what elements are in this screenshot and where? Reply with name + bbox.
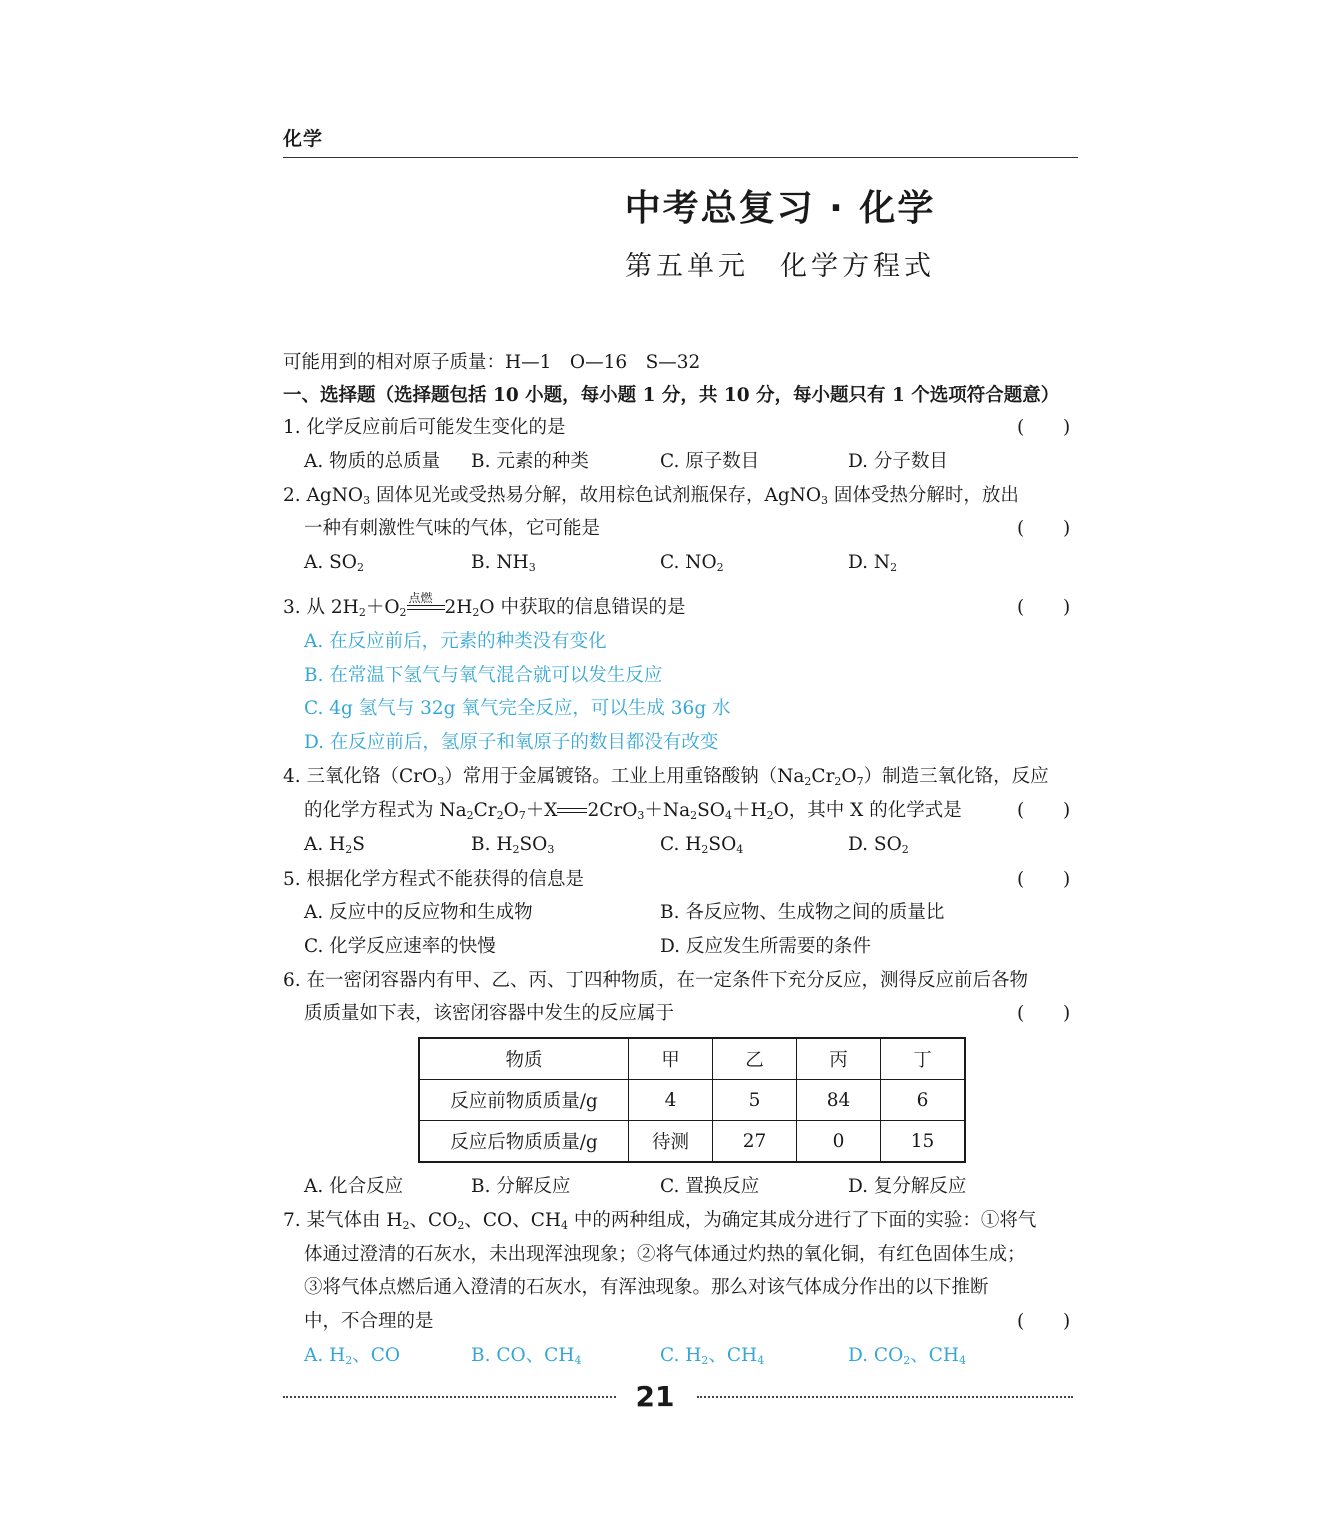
table-cell: 反应前物质质量/g (419, 1080, 629, 1121)
q6-option-c: C. 置换反应 (660, 1176, 760, 1197)
q6-option-d: D. 复分解反应 (848, 1176, 967, 1197)
q7-option-a: A. $H_2$、CO (304, 1345, 401, 1367)
q1-stem: 1. 化学反应前后可能发生变化的是 (283, 417, 566, 438)
q3-option-b: B. 在常温下氢气与氧气混合就可以发生反应 (304, 665, 663, 686)
q1-option-c: C. 原子数目 (660, 451, 760, 472)
table-header-cell: 物质 (419, 1038, 629, 1080)
q2-option-c: C. $NO_2$ (660, 552, 724, 574)
q7-answer-bracket: ( ) (1017, 1311, 1071, 1332)
footer-dotted-rule-left (283, 1396, 616, 1398)
atomic-mass-note: 可能用到的相对原子质量：H—1 O—16 S—32 (283, 352, 701, 373)
subject-label: 化学 (283, 128, 324, 150)
q7-stem-line3: ③将气体点燃后通入澄清的石灰水，有浑浊现象。那么对该气体成分作出的以下推断 (304, 1277, 989, 1298)
q4-stem-line2: 的化学方程式为 $Na_2Cr_2O_7+X$ $2CrO_3+Na_2SO_4+H_2O$，其中 X 的化学式是 (304, 800, 962, 822)
q6-stem-line2: 质质量如下表，该密闭容器中发生的反应属于 (304, 1003, 675, 1024)
table-cell: 84 (797, 1080, 881, 1121)
q7-option-d: D. $CO_2$、$CH_4$ (848, 1345, 967, 1367)
table-row (419, 1121, 965, 1163)
q2-option-d: D. $N_2$ (848, 552, 898, 574)
main-title: 中考总复习 · 化学 (624, 188, 936, 229)
q7-stem-line1: 7. 某气体由 $H_2$、$CO_2$、CO、$CH_4$ 中的两种组成，为确定其成分进行了下面的实验：①将气 (283, 1210, 1037, 1232)
q2-option-a: A. $SO_2$ (304, 552, 364, 574)
q4-option-b: B. $H_2SO_3$ (471, 834, 555, 856)
table-cell: 0 (797, 1121, 881, 1163)
reaction-equals-sign (557, 806, 587, 816)
q6-option-b: B. 分解反应 (471, 1176, 571, 1197)
q1-option-b: B. 元素的种类 (471, 451, 589, 472)
q5-option-b: B. 各反应物、生成物之间的质量比 (660, 902, 945, 923)
q4-answer-bracket: ( ) (1017, 800, 1071, 821)
q2-stem-line2: 一种有刺激性气味的气体，它可能是 (304, 518, 601, 539)
q5-option-c: C. 化学反应速率的快慢 (304, 936, 496, 957)
table-cell: 5 (713, 1080, 797, 1121)
table-header-cell: 乙 (713, 1038, 797, 1080)
q2-answer-bracket: ( ) (1017, 518, 1071, 539)
section-title: 一、选择题（选择题包括 10 小题，每小题 1 分，共 10 分，每小题只有 1 个选项符合题意） (283, 385, 1060, 406)
q7-option-b: B. CO、$CH_4$ (471, 1345, 582, 1367)
reaction-equals-sign: 点燃 (407, 603, 445, 613)
q7-option-c: C. $H_2$、$CH_4$ (660, 1345, 765, 1367)
table-cell: 15 (881, 1121, 966, 1163)
unit-title: 第五单元 化学方程式 (625, 251, 935, 282)
table-cell: 27 (713, 1121, 797, 1163)
q6-option-a: A. 化合反应 (304, 1176, 404, 1197)
q2-option-b: B. $NH_3$ (471, 552, 536, 574)
q1-option-d: D. 分子数目 (848, 451, 948, 472)
header-rule (283, 157, 1078, 158)
q1-option-a: A. 物质的总质量 (304, 451, 441, 472)
q3-option-d: D. 在反应前后，氢原子和氧原子的数目都没有改变 (304, 732, 719, 753)
page-number: 21 (635, 1380, 675, 1413)
q7-stem-line4: 中，不合理的是 (304, 1311, 434, 1332)
table-header-cell: 丁 (881, 1038, 966, 1080)
table-cell: 4 (629, 1080, 713, 1121)
table-row (419, 1080, 965, 1121)
table-header-cell: 甲 (629, 1038, 713, 1080)
q4-option-a: A. $H_2S$ (304, 834, 365, 856)
table-cell: 反应后物质质量/g (419, 1121, 629, 1163)
q3-stem: 3. 从 $2H_2+O_2$ 点燃 $2H_2O$ 中获取的信息错误的是 (283, 591, 686, 619)
q3-option-c: C. 4g 氢气与 32g 氧气完全反应，可以生成 36g 水 (304, 698, 731, 719)
table-header-row (419, 1038, 965, 1080)
q4-option-c: C. $H_2SO_4$ (660, 834, 744, 856)
q5-answer-bracket: ( ) (1017, 869, 1071, 890)
q5-option-d: D. 反应发生所需要的条件 (660, 936, 871, 957)
q3-option-a: A. 在反应前后，元素的种类没有变化 (304, 631, 607, 652)
q6-stem-line1: 6. 在一密闭容器内有甲、乙、丙、丁四种物质，在一定条件下充分反应，测得反应前后各物 (283, 970, 1029, 991)
q4-stem-line1: 4. 三氧化铬（CrO$_3$）常用于金属镀铬。工业上用重铬酸钠$(Na_2Cr_2O_7)$制造三氧化铬，反应 (283, 766, 1049, 788)
q3-answer-bracket: ( ) (1017, 597, 1071, 618)
table-header-cell: 丙 (797, 1038, 881, 1080)
table-cell: 6 (881, 1080, 966, 1121)
footer-dotted-rule-right (697, 1396, 1073, 1398)
q7-stem-line2: 体通过澄清的石灰水，未出现浑浊现象；②将气体通过灼热的氧化铜，有红色固体生成； (304, 1244, 1026, 1265)
q5-option-a: A. 反应中的反应物和生成物 (304, 902, 533, 923)
q1-answer-bracket: ( ) (1017, 417, 1071, 438)
mass-table (418, 1037, 966, 1163)
table-cell: 待测 (629, 1121, 713, 1163)
q2-stem-line1: 2. AgNO$_3$ 固体见光或受热易分解，故用棕色试剂瓶保存，AgNO$_3$ 固体受热分解时，放出 (283, 485, 1019, 507)
q4-option-d: D. $SO_2$ (848, 834, 909, 856)
q6-answer-bracket: ( ) (1017, 1003, 1071, 1024)
q5-stem: 5. 根据化学方程式不能获得的信息是 (283, 869, 585, 890)
